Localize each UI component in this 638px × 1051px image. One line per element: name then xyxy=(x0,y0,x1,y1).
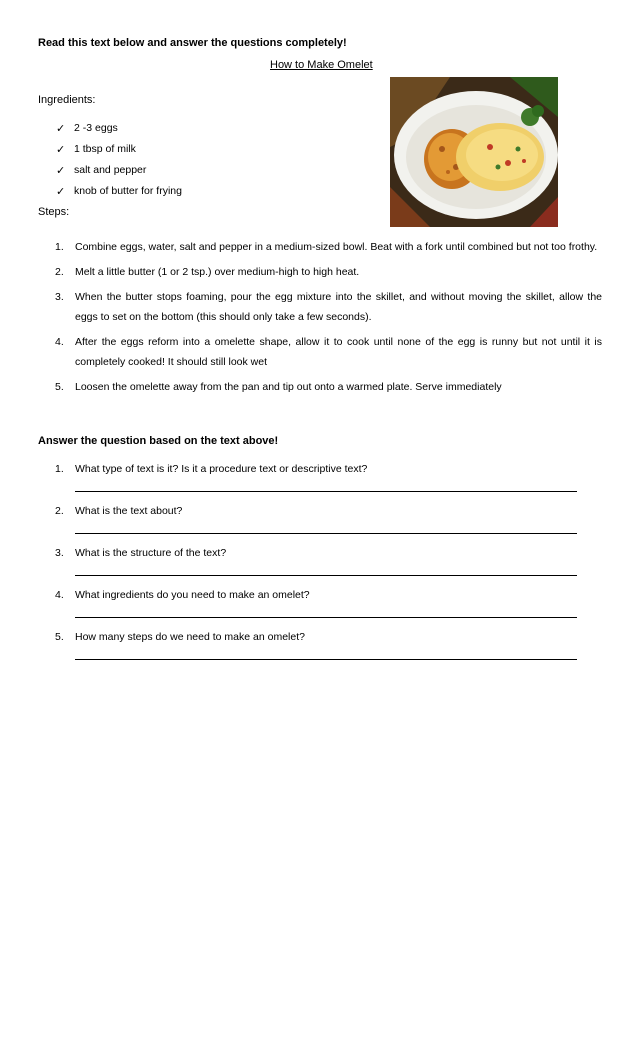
steps-list xyxy=(55,237,602,402)
question-item: 4. What ingredients do you need to make an omelet? xyxy=(55,589,585,631)
ingredient-item: ✓ 2 -3 eggs xyxy=(56,122,118,135)
questions-heading: Answer the question based on the text above! xyxy=(38,435,279,447)
step-item: 1. Combine eggs, water, salt and pepper in a medium-sized bowl. Beat with a fork until combined but not too frothy. xyxy=(55,241,598,253)
step-item: 2. Melt a little butter (1 or 2 tsp.) over medium-high to high heat. xyxy=(55,266,360,278)
question-text: What type of text is it? Is it a procedure text or descriptive text? xyxy=(75,463,368,475)
answer-line[interactable] xyxy=(75,575,577,576)
checkmark-icon: ✓ xyxy=(56,123,66,135)
question-item: 3. What is the structure of the text? xyxy=(55,547,585,589)
question-item: 2. What is the text about? xyxy=(55,505,585,547)
answer-line[interactable] xyxy=(75,659,577,660)
omelet-photo xyxy=(390,77,558,227)
steps-heading: Steps: xyxy=(38,206,70,218)
answer-line[interactable] xyxy=(75,491,577,492)
instruction-text: Read this text below and answer the questions completely! xyxy=(38,37,347,49)
ingredients-heading: Ingredients: xyxy=(38,94,96,106)
question-text: What is the text about? xyxy=(75,505,183,517)
ingredient-item: ✓ knob of butter for frying xyxy=(56,185,182,198)
questions-list xyxy=(55,463,585,673)
checkmark-icon: ✓ xyxy=(56,165,66,177)
ingredients-list xyxy=(56,122,182,206)
question-item: 5. How many steps do we need to make an omelet? xyxy=(55,631,585,673)
ingredient-item: ✓ salt and pepper xyxy=(56,164,147,177)
answer-line[interactable] xyxy=(75,533,577,534)
checkmark-icon: ✓ xyxy=(56,186,66,198)
step-item: 4. After the eggs reform into a omelette shape, allow it to cook until none of the egg is runny but not until it is completely cooked! It should still look wet xyxy=(55,336,602,368)
ingredient-item: ✓ 1 tbsp of milk xyxy=(56,143,136,156)
question-text: How many steps do we need to make an omelet? xyxy=(75,631,305,643)
question-text: What ingredients do you need to make an omelet? xyxy=(75,589,310,601)
step-item: 5. Loosen the omelette away from the pan and tip out onto a warmed plate. Serve immediately xyxy=(55,381,502,393)
answer-line[interactable] xyxy=(75,617,577,618)
checkmark-icon: ✓ xyxy=(56,144,66,156)
question-text: What is the structure of the text? xyxy=(75,547,227,559)
question-item: 1. What type of text is it? Is it a procedure text or descriptive text? xyxy=(55,463,585,505)
step-item: 3. When the butter stops foaming, pour the egg mixture into the skillet, and without moving the skillet, allow the eggs to set on the bottom (this should only take a few seconds). xyxy=(55,291,602,323)
recipe-title: How to Make Omelet xyxy=(270,59,373,71)
